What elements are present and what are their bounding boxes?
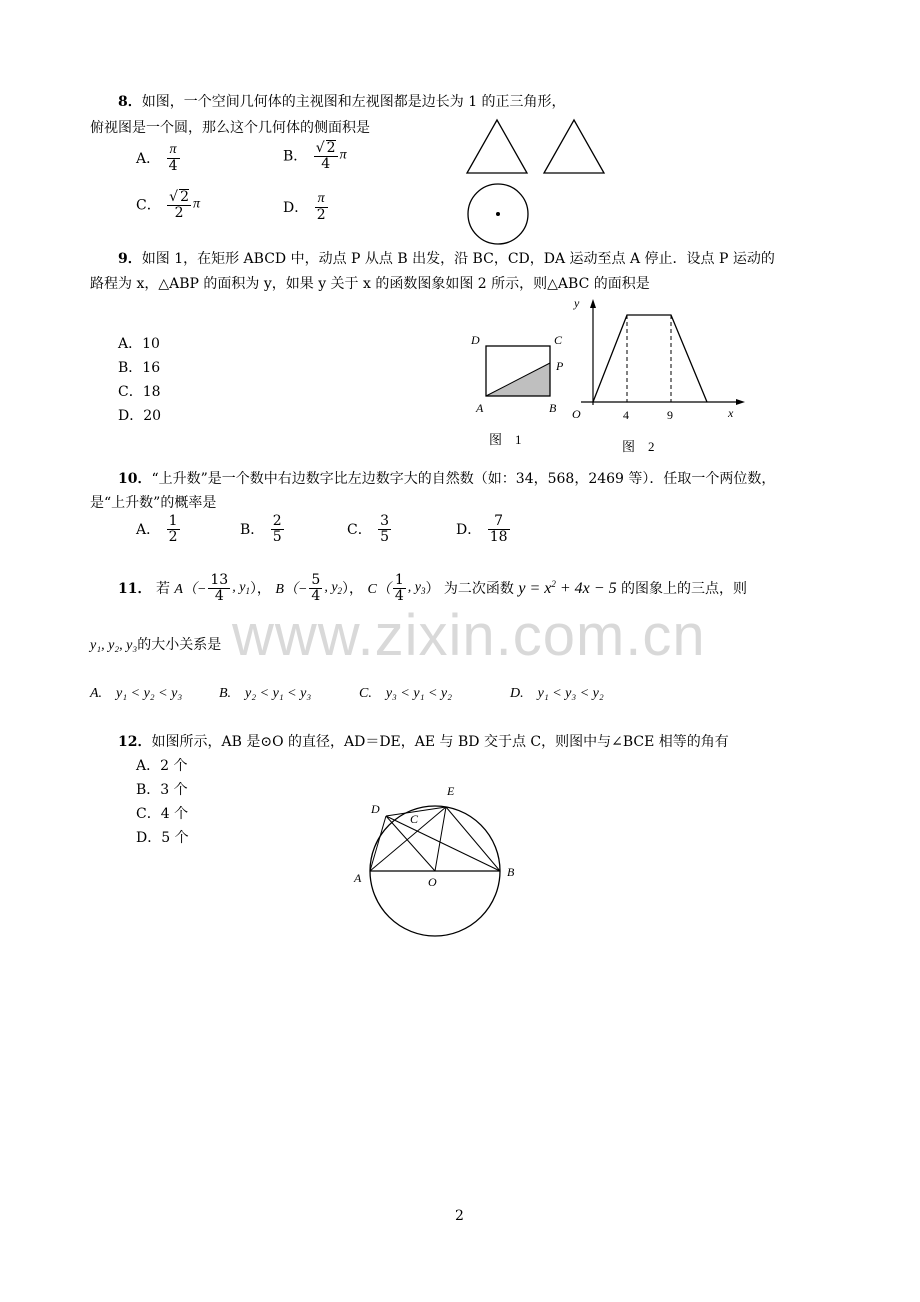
q11-line1: 11． 若 A（− $\frac{13}{4}$ , $y_1$）， B（− $\frac{5}{4}$ , $y_2$）， C（ $\frac{1}{4}$ , $y_3$） 为二次函数 $y = x^2 + 4x - 5$ 的图象上的三点，则 <box>118 572 748 604</box>
q11-option-d: D. y₁ < y₃ < y₂ <box>510 686 604 701</box>
q11-point-b-fraction: $\frac{5}{4}$ <box>311 572 321 604</box>
q9-option-b: B．16 <box>118 360 161 376</box>
q9-fig2-y-arrow <box>590 299 596 308</box>
q9-fig2-label-y: y <box>574 296 580 310</box>
q11-point-c-fraction: $\frac{1}{4}$ <box>394 572 404 604</box>
q12-line1 <box>118 731 729 751</box>
q9-figure-1 <box>465 325 580 455</box>
q10-line2: 是“上升数”的概率是 <box>90 495 217 511</box>
q8-option-d: D． $\frac{\pi}{2}$ <box>283 191 326 223</box>
watermark: www.zixin.com.cn <box>232 603 706 668</box>
q9-line1 <box>118 248 775 268</box>
q9-option-c: C．18 <box>118 384 161 400</box>
q8-option-b: B． $\frac{√ 2}{4}$ π <box>283 140 347 172</box>
q12-label-d: D <box>371 802 380 816</box>
q8-option-a-fraction: $\frac{\pi}{4}$ <box>168 142 178 174</box>
q9-fig2-label-x: x <box>728 406 734 420</box>
q9-number: 9． <box>118 251 142 267</box>
q10-option-d-fraction: $\frac{7}{18}$ <box>489 513 508 545</box>
q12-text-1: 如图所示，AB 是⊙O 的直径，AD＝DE，AE 与 BD 交于点 C，则图中与∠BCE 相等的角有 <box>151 734 729 750</box>
q10-option-c: C． $\frac{3}{5}$ <box>347 513 390 545</box>
q8-side-view-triangle <box>544 120 604 173</box>
q10-option-d: D． $\frac{7}{18}$ <box>456 513 508 545</box>
q11-point-b: B（− <box>275 582 308 598</box>
q8-option-c: C． $\frac{√ 2}{2}$ π <box>136 189 201 221</box>
q9-fig1-label-b: B <box>549 401 557 415</box>
q8-option-b-fraction: $\frac{√ 2}{4}$ <box>315 140 336 172</box>
q10-text-1: “上升数”是一个数中右边数字比左边数字大的自然数（如：34，568，2469 等）．任取一个两位数， <box>151 471 776 487</box>
q9-fig1-caption: 图 1 <box>489 432 522 447</box>
q9-text-1: 如图 1，在矩形 ABCD 中，动点 P 从点 B 出发，沿 BC，CD，DA 运动至点 A 停止．设点 P 运动的 <box>141 251 775 267</box>
q8-text-1: 如图，一个空间几何体的主视图和左视图都是边长为 1 的正三角形， <box>141 94 566 110</box>
q11-option-b: B. y₂ < y₁ < y₃ <box>219 686 312 701</box>
q8-three-views-figure <box>460 112 620 247</box>
q8-top-view-center-dot <box>496 212 500 216</box>
q9-option-d: D．20 <box>118 408 162 424</box>
q10-option-a-fraction: $\frac{1}{2}$ <box>168 513 178 545</box>
q8-number: 8． <box>118 94 142 110</box>
q9-fig2-tick-9: 9 <box>667 408 673 422</box>
q11-function: $y = x^2 + 4x - 5$ <box>518 578 617 597</box>
q12-label-c: C <box>410 812 419 826</box>
q10-option-b-fraction: $\frac{2}{5}$ <box>272 513 282 545</box>
q8-option-d-fraction: $\frac{\pi}{2}$ <box>316 191 326 223</box>
q10-option-a: A． $\frac{1}{2}$ <box>136 513 178 545</box>
q12-segment-ad <box>370 816 386 871</box>
q12-label-e: E <box>447 784 455 798</box>
q12-label-o: O <box>428 875 437 889</box>
q9-option-a: A．10 <box>118 336 160 352</box>
q12-segment-oe <box>435 807 446 871</box>
q9-fig2-label-o: O <box>572 407 581 421</box>
q11-point-c: C（ <box>367 582 391 598</box>
q12-option-a: A．2 个 <box>136 758 188 774</box>
q9-fig1-label-a: A <box>476 401 484 415</box>
q9-fig2-tick-4: 4 <box>623 408 629 422</box>
q11-point-a-fraction: $\frac{13}{4}$ <box>210 572 229 604</box>
q9-fig2-graph-line <box>593 315 707 402</box>
q10-line1 <box>118 468 775 488</box>
q9-fig2-caption: 图 2 <box>622 439 655 454</box>
q9-line2: 路程为 x，△ABP 的面积为 y，如果 y 关于 x 的函数图象如图 2 所示，则△ABC 的面积是 <box>90 276 650 292</box>
q8-line1 <box>118 91 566 111</box>
q12-label-b: B <box>507 865 515 879</box>
q12-circle-figure <box>345 780 525 940</box>
q10-number: 10． <box>118 471 152 487</box>
q10-option-c-fraction: $\frac{3}{5}$ <box>380 513 390 545</box>
page-number: 2 <box>455 1208 464 1224</box>
q8-line2: 俯视图是一个圆，那么这个几何体的侧面积是 <box>90 120 370 136</box>
q11-option-a: A. y₁ < y₂ < y₃ <box>90 686 183 701</box>
q9-fig2-x-arrow <box>736 399 745 405</box>
q12-label-a: A <box>354 871 362 885</box>
q9-fig1-label-d: D <box>471 333 480 347</box>
q10-option-b: B． $\frac{2}{5}$ <box>240 513 282 545</box>
q12-number: 12． <box>118 734 152 750</box>
q11-number: 11． <box>118 581 152 598</box>
q8-option-c-fraction: $\frac{√ 2}{2}$ <box>169 189 190 221</box>
q9-figure-2 <box>565 295 750 457</box>
q11-point-a: A（− <box>174 582 207 598</box>
q9-fig1-shaded-triangle <box>486 363 550 396</box>
q11-option-c: C. y₃ < y₁ < y₂ <box>359 686 452 701</box>
q8-front-view-triangle <box>467 120 527 173</box>
q11-variables: y₁, y₂, y₃ <box>90 638 138 653</box>
q9-fig1-label-p: P <box>556 359 564 373</box>
q12-option-c: C．4 个 <box>136 806 189 822</box>
q12-option-d: D．5 个 <box>136 830 189 846</box>
q8-option-a: A． $\frac{\pi}{4}$ <box>136 142 178 174</box>
q11-line2: y₁, y₂, y₃的大小关系是 <box>90 637 222 653</box>
q12-option-b: B．3 个 <box>136 782 188 798</box>
q9-fig1-label-c: C <box>554 333 563 347</box>
